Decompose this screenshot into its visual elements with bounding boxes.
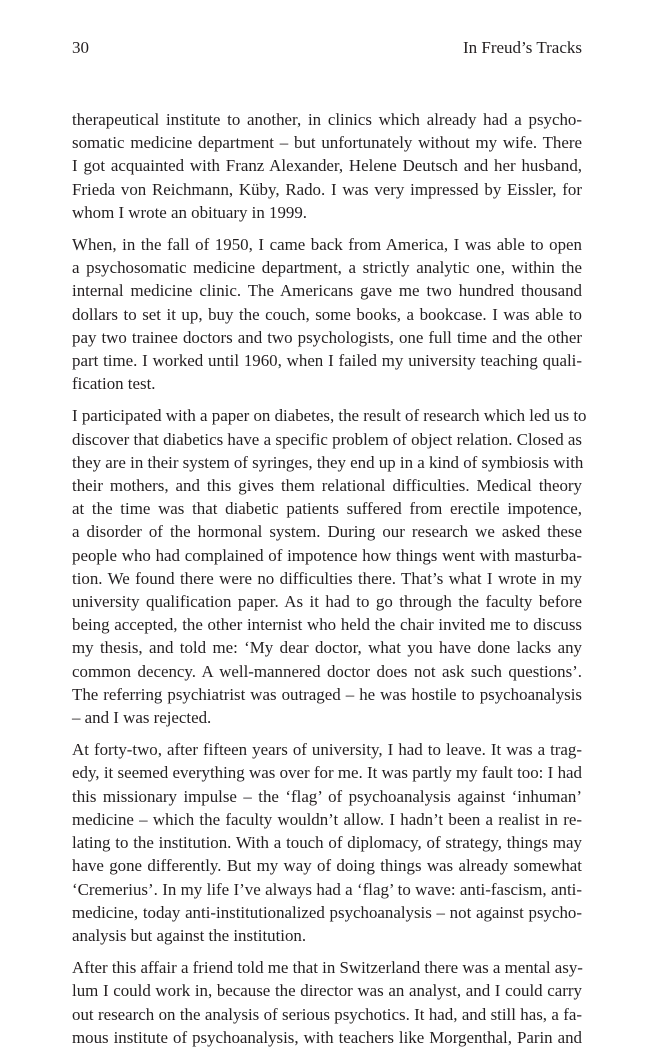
- text-line: When, in the fall of 1950, I came back from America, I was able to open: [72, 235, 582, 255]
- text-line: internal medicine clinic. The Americans gave me two hundred thousand: [72, 281, 582, 301]
- page-number: 30: [72, 38, 89, 57]
- text-line: At forty-two, after fifteen years of university, I had to leave. It was a trag-: [72, 740, 582, 760]
- text-line: common decency. A well-mannered doctor does not ask such questions’.: [72, 661, 582, 681]
- body-text: [72, 108, 587, 1058]
- paragraph: [72, 404, 587, 729]
- text-line: ‘Cremerius’. In my life I’ve always had a ‘flag’ to wave: anti-fascism, anti-: [72, 879, 582, 899]
- text-line: I got acquainted with Franz Alexander, Helene Deutsch and her husband,: [72, 156, 582, 176]
- text-line: medicine, today anti-institutionalized psychoanalysis – not against psycho-: [72, 902, 582, 922]
- text-line: mous institute of psychoanalysis, with teachers like Morgenthal, Parin and: [72, 1027, 582, 1047]
- text-line: somatic medicine department – but unfortunately without my wife. There: [72, 133, 582, 153]
- text-line: this missionary impulse – the ‘flag’ of psychoanalysis against ‘inhuman’: [72, 786, 582, 806]
- text-line: being accepted, the other internist who held the chair invited me to discuss: [72, 615, 582, 635]
- text-line: pay two trainee doctors and two psychologists, one full time and the other: [72, 327, 582, 347]
- text-line: whom I wrote an obituary in 1999.: [72, 202, 308, 222]
- text-line: people who had complained of impotence how things went with masturba-: [72, 545, 582, 565]
- text-line: edy, it seemed everything was over for me. It was partly my fault too: I had: [72, 763, 582, 783]
- text-line: a psychosomatic medicine department, a strictly analytic one, within the: [72, 258, 582, 278]
- text-line: After this affair a friend told me that in Switzerland there was a mental asy-: [72, 958, 583, 978]
- running-title: In Freud’s Tracks: [462, 38, 582, 57]
- text-line: part time. I worked until 1960, when I failed my university teaching quali-: [72, 351, 582, 371]
- text-line: therapeutical institute to another, in clinics which already had a psycho-: [72, 110, 582, 129]
- text-line: dollars to set it up, buy the couch, some books, a bookcase. I was able to: [72, 304, 582, 324]
- page-header: [72, 38, 582, 62]
- paragraph: [72, 108, 582, 224]
- text-line: have gone differently. But my way of doing things was already somewhat: [72, 856, 582, 876]
- text-line: out research on the analysis of serious psychotics. It had, and still has, a fa-: [72, 1004, 582, 1024]
- text-line: I participated with a paper on diabetes, the result of research which led us to: [72, 406, 587, 426]
- text-line: – and I was rejected.: [72, 708, 212, 728]
- text-line: lating to the institution. With a touch of diplomacy, of strategy, things may: [72, 833, 582, 853]
- paragraph: [72, 956, 582, 1049]
- text-line: a disorder of the hormonal system. During our research we asked these: [72, 522, 582, 542]
- text-line: Frieda von Reichmann, Küby, Rado. I was very impressed by Eissler, for: [72, 179, 582, 199]
- text-line: they are in their system of syringes, they end up in a kind of symbiosis with: [72, 452, 584, 472]
- text-line: The referring psychiatrist was outraged – he was hostile to psychoanalysis: [72, 684, 582, 704]
- text-line: tion. We found there were no difficulties there. That’s what I wrote in my: [72, 568, 582, 588]
- text-line: fication test.: [72, 374, 156, 394]
- text-line: medicine – which the faculty wouldn’t allow. I hadn’t been a realist in re-: [72, 809, 582, 829]
- text-line: analysis but against the institution.: [72, 925, 307, 945]
- paragraph: [72, 738, 582, 947]
- paragraph: [72, 233, 582, 395]
- text-line: lum I could work in, because the director was an analyst, and I could carry: [72, 981, 582, 1001]
- text-line: discover that diabetics have a specific problem of object relation. Closed as: [72, 429, 582, 449]
- text-line: their mothers, and this gives them relational difficulties. Medical theory: [72, 476, 582, 496]
- text-line: my thesis, and told me: ‘My dear doctor, what you have done lacks any: [72, 638, 582, 658]
- text-line: university qualification paper. As it had to go through the faculty before: [72, 592, 582, 612]
- text-line: at the time was that diabetic patients suffered from erectile impotence,: [72, 499, 582, 519]
